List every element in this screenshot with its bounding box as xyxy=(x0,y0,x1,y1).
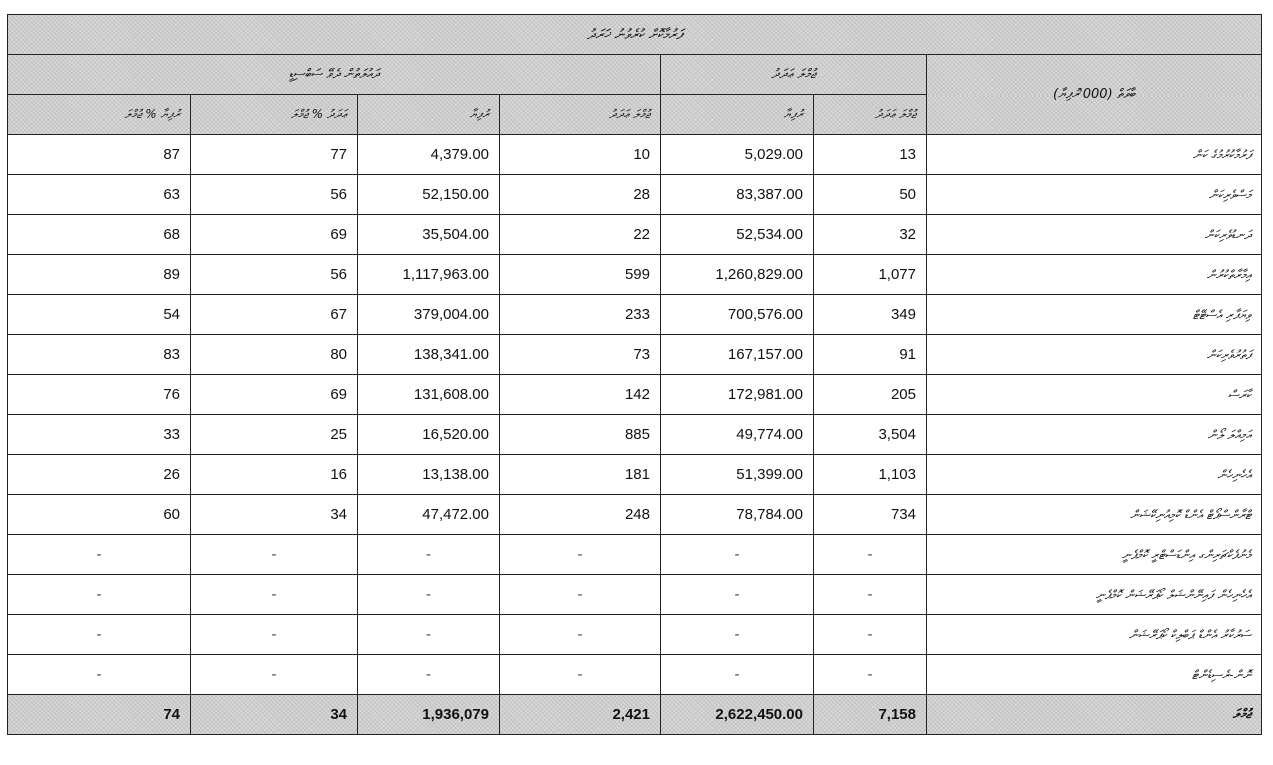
sub-count-cell: 28 xyxy=(500,175,661,215)
table-row xyxy=(8,335,1262,375)
category-label-cell: ދަނޑުވެރިކަން xyxy=(927,215,1262,255)
total-amount-cell: 172,981.00 xyxy=(661,375,814,415)
sub-count-cell: 10 xyxy=(500,135,661,175)
amount-pct-header: ރުފިޔާ % ޖުމްލަ xyxy=(8,95,191,135)
count-pct-cell: - xyxy=(191,615,358,655)
count-pct-cell: 77 xyxy=(191,135,358,175)
amount-pct-cell: 87 xyxy=(8,135,191,175)
sub-amount-cell: 131,608.00 xyxy=(358,375,500,415)
sub-amount-cell: 1,117,963.00 xyxy=(358,255,500,295)
total-count-cell: - xyxy=(814,535,927,575)
sub-amount-cell: - xyxy=(358,535,500,575)
total-count-cell: - xyxy=(814,615,927,655)
sub-count-cell: - xyxy=(500,655,661,695)
total-count-cell: - xyxy=(814,575,927,615)
total-amount-cell: - xyxy=(661,655,814,695)
count-pct-header: ޢަދަދު % ޖުމްލަ xyxy=(191,95,358,135)
sub-amount-header: ރުފިޔާ xyxy=(358,95,500,135)
table-row xyxy=(8,295,1262,335)
category-label-cell: ސަރުކާރު އެންޑް ޕަބްލިކް ކޯޕަރޭޝަން xyxy=(927,615,1262,655)
total-amount-cell: 2,622,450.00 xyxy=(661,695,814,735)
sub-count-cell: 73 xyxy=(500,335,661,375)
total-amount-cell: 167,157.00 xyxy=(661,335,814,375)
count-pct-cell: 69 xyxy=(191,215,358,255)
category-label-cell: ކާރަސް xyxy=(927,375,1262,415)
count-pct-cell: - xyxy=(191,535,358,575)
total-count-cell: 349 xyxy=(814,295,927,335)
category-label-cell: ނޮން-ރެސިޑެންޓް xyxy=(927,655,1262,695)
sub-amount-cell: 379,004.00 xyxy=(358,295,500,335)
total-count-cell: - xyxy=(814,655,927,695)
sub-amount-cell: 35,504.00 xyxy=(358,215,500,255)
sub-count-cell: 22 xyxy=(500,215,661,255)
amount-pct-cell: 74 xyxy=(8,695,191,735)
total-count-cell: 91 xyxy=(814,335,927,375)
total-amount-cell: 700,576.00 xyxy=(661,295,814,335)
category-label-cell: އެހެނިހެން xyxy=(927,455,1262,495)
total-amount-cell: 78,784.00 xyxy=(661,495,814,535)
total-count-cell: 50 xyxy=(814,175,927,215)
total-count-cell: 734 xyxy=(814,495,927,535)
category-label-cell: މަސްވެރިކަން xyxy=(927,175,1262,215)
amount-pct-cell: - xyxy=(8,655,191,695)
count-pct-cell: 34 xyxy=(191,495,358,535)
amount-pct-cell: 60 xyxy=(8,495,191,535)
sub-count-cell: 248 xyxy=(500,495,661,535)
finance-table-container xyxy=(7,14,1261,735)
amount-pct-cell: 89 xyxy=(8,255,191,295)
category-label-cell: އަމިއްލަ ލޯން xyxy=(927,415,1262,455)
table-row xyxy=(8,375,1262,415)
count-pct-cell: - xyxy=(191,575,358,615)
total-amount-cell: 51,399.00 xyxy=(661,455,814,495)
sub-count-cell: 181 xyxy=(500,455,661,495)
category-label-cell: ފަރުމާކުރުމުގެ ކަން xyxy=(927,135,1262,175)
sub-count-cell: 885 xyxy=(500,415,661,455)
sub-amount-cell: - xyxy=(358,575,500,615)
table-row xyxy=(8,615,1262,655)
total-count-cell: 1,077 xyxy=(814,255,927,295)
total-count-cell: 205 xyxy=(814,375,927,415)
sub-amount-cell: 47,472.00 xyxy=(358,495,500,535)
total-count-cell: 13 xyxy=(814,135,927,175)
amount-pct-cell: 68 xyxy=(8,215,191,255)
amount-pct-cell: - xyxy=(8,575,191,615)
category-label-cell: އިމާރާތްކުރުން xyxy=(927,255,1262,295)
sub-count-cell: 2,421 xyxy=(500,695,661,735)
group-header-row xyxy=(8,55,1262,95)
total-count-cell: 32 xyxy=(814,215,927,255)
category-label-cell: އެހެނިހެން ފައިނޭންޝަލް ކޯޕަރޭޝަން ކޮމްޕެނީ xyxy=(927,575,1262,615)
count-pct-cell: 25 xyxy=(191,415,358,455)
count-pct-cell: 69 xyxy=(191,375,358,415)
table-title: ފަރުމާކޮށް ކުރެވުނު ޚަރަދު xyxy=(8,15,1262,55)
amount-pct-cell: 63 xyxy=(8,175,191,215)
total-count-cell: 1,103 xyxy=(814,455,927,495)
total-count-cell: 7,158 xyxy=(814,695,927,735)
sub-amount-cell: 1,936,079 xyxy=(358,695,500,735)
sub-count-cell: 233 xyxy=(500,295,661,335)
table-row xyxy=(8,215,1262,255)
amount-pct-cell: 33 xyxy=(8,415,191,455)
category-header: ބާވަތް (000'ރުފިޔާ) xyxy=(927,55,1262,135)
total-amount-cell: - xyxy=(661,615,814,655)
count-pct-cell: 80 xyxy=(191,335,358,375)
sub-count-cell: - xyxy=(500,615,661,655)
table-row xyxy=(8,135,1262,175)
total-amount-cell: 83,387.00 xyxy=(661,175,814,215)
total-amount-cell: 1,260,829.00 xyxy=(661,255,814,295)
count-pct-cell: 67 xyxy=(191,295,358,335)
total-amount-cell: - xyxy=(661,535,814,575)
total-row xyxy=(8,695,1262,735)
sub-amount-cell: - xyxy=(358,655,500,695)
table-row xyxy=(8,415,1262,455)
table-title-row xyxy=(8,15,1262,55)
category-label-cell: ޖުމްލަ xyxy=(927,695,1262,735)
count-pct-cell: 16 xyxy=(191,455,358,495)
category-label-cell: މެނުފެކްޗަރިންގ އިންޑަސްޓްރީ ކޮމްޕެނީ xyxy=(927,535,1262,575)
category-label-cell: ވިޔަފާރި އެސްޓޭޓް xyxy=(927,295,1262,335)
total-amount-cell: 52,534.00 xyxy=(661,215,814,255)
amount-pct-cell: 54 xyxy=(8,295,191,335)
amount-pct-cell: - xyxy=(8,535,191,575)
sub-amount-cell: 52,150.00 xyxy=(358,175,500,215)
table-row xyxy=(8,535,1262,575)
total-count-cell: 3,504 xyxy=(814,415,927,455)
subsidy-group-header: ދައުލަތުން ދެވޭ ސަބްސިޑީ xyxy=(8,55,661,95)
sub-amount-cell: 138,341.00 xyxy=(358,335,500,375)
amount-pct-cell: - xyxy=(8,615,191,655)
amount-pct-cell: 83 xyxy=(8,335,191,375)
sub-amount-cell: 16,520.00 xyxy=(358,415,500,455)
sub-count-cell: - xyxy=(500,535,661,575)
finance-table xyxy=(7,14,1262,735)
count-pct-cell: 34 xyxy=(191,695,358,735)
sub-count-header: ޖުމްލަ ޢަދަދު xyxy=(500,95,661,135)
total-amount-cell: - xyxy=(661,575,814,615)
table-row xyxy=(8,575,1262,615)
count-pct-cell: - xyxy=(191,655,358,695)
total-group-header: ޖުމްލަ ޢަދަދު xyxy=(661,55,927,95)
total-amount-cell: 5,029.00 xyxy=(661,135,814,175)
total-amount-header: ރުފިޔާ xyxy=(661,95,814,135)
sub-amount-cell: 4,379.00 xyxy=(358,135,500,175)
sub-count-cell: - xyxy=(500,575,661,615)
table-row xyxy=(8,255,1262,295)
count-pct-cell: 56 xyxy=(191,255,358,295)
total-count-header: ޖުމްލަ ޢަދަދު xyxy=(814,95,927,135)
total-amount-cell: 49,774.00 xyxy=(661,415,814,455)
sub-count-cell: 142 xyxy=(500,375,661,415)
table-row xyxy=(8,455,1262,495)
table-row xyxy=(8,495,1262,535)
category-label-cell: ޓްރާންސްޕޯޓް އެންޑް ކޮމިއުނިކޭޝަން xyxy=(927,495,1262,535)
sub-amount-cell: 13,138.00 xyxy=(358,455,500,495)
amount-pct-cell: 26 xyxy=(8,455,191,495)
category-label-cell: ފަތުރުވެރިކަން xyxy=(927,335,1262,375)
count-pct-cell: 56 xyxy=(191,175,358,215)
sub-count-cell: 599 xyxy=(500,255,661,295)
table-row xyxy=(8,655,1262,695)
amount-pct-cell: 76 xyxy=(8,375,191,415)
table-row xyxy=(8,175,1262,215)
sub-amount-cell: - xyxy=(358,615,500,655)
